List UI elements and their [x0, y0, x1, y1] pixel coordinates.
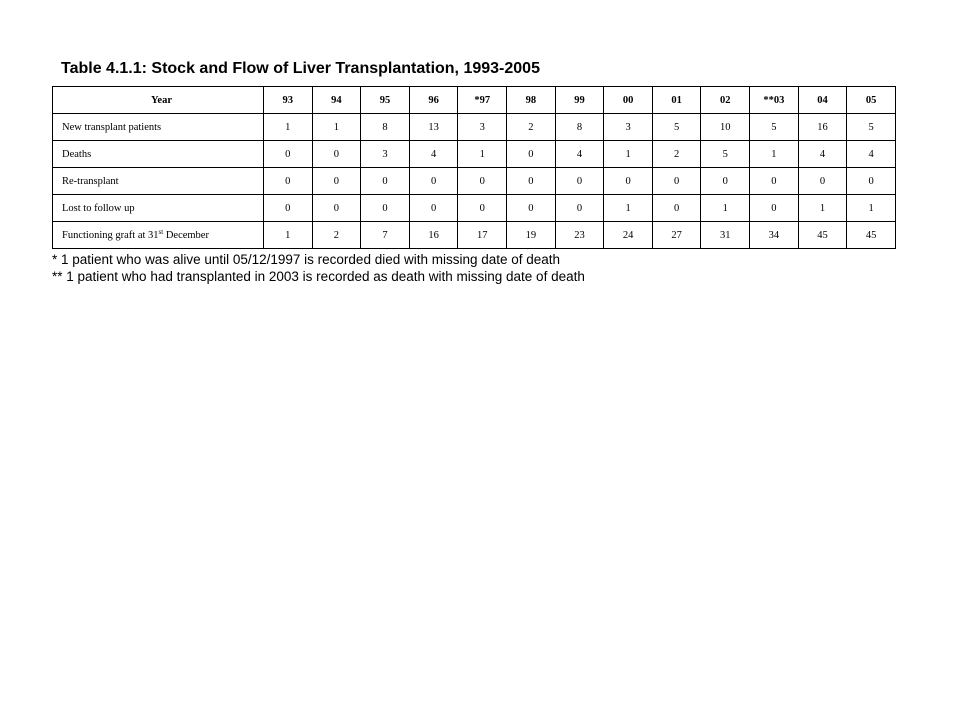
year-cell: 00	[604, 87, 653, 114]
table-cell: 3	[604, 114, 653, 141]
table-cell: 4	[409, 141, 458, 168]
table-cell: 13	[409, 114, 458, 141]
table-cell: 0	[264, 141, 313, 168]
table-cell: 0	[750, 168, 799, 195]
table-row	[53, 195, 896, 222]
year-cell: 98	[507, 87, 556, 114]
table-cell: 0	[604, 168, 653, 195]
table-cell: 19	[507, 222, 556, 249]
table-cell: 1	[798, 195, 847, 222]
row-label: New transplant patients	[53, 114, 264, 141]
table-cell: 0	[652, 195, 701, 222]
table-cell: 27	[652, 222, 701, 249]
year-cell: 04	[798, 87, 847, 114]
row-label-suffix: December	[163, 229, 209, 241]
year-cell: 96	[409, 87, 458, 114]
year-cell: 95	[361, 87, 410, 114]
table-cell: 1	[264, 114, 313, 141]
table-cell: 45	[798, 222, 847, 249]
table-cell: 0	[847, 168, 896, 195]
table-cell: 0	[312, 195, 361, 222]
table-header-row	[53, 87, 896, 114]
table-title: Table 4.1.1: Stock and Flow of Liver Transplantation, 1993-2005	[61, 60, 540, 77]
table-cell: 0	[312, 141, 361, 168]
table-row	[53, 141, 896, 168]
year-cell: 01	[652, 87, 701, 114]
table-cell: 3	[458, 114, 507, 141]
table-cell: 1	[264, 222, 313, 249]
table-cell: 1	[847, 195, 896, 222]
table-cell: 0	[458, 168, 507, 195]
transplant-table	[52, 86, 896, 249]
row-label	[53, 222, 264, 249]
table-cell: 2	[312, 222, 361, 249]
table-cell: 24	[604, 222, 653, 249]
year-cell: 93	[264, 87, 313, 114]
year-cell: 02	[701, 87, 750, 114]
row-label: Re-transplant	[53, 168, 264, 195]
table-cell: 34	[750, 222, 799, 249]
footnote: ** 1 patient who had transplanted in 2003 is recorded as death with missing date of death	[52, 269, 585, 284]
table-cell: 0	[701, 168, 750, 195]
table-cell: 31	[701, 222, 750, 249]
table-cell: 4	[555, 141, 604, 168]
table-cell: 0	[507, 168, 556, 195]
table-row	[53, 222, 896, 249]
table-cell: 7	[361, 222, 410, 249]
year-cell: 05	[847, 87, 896, 114]
table-cell: 16	[409, 222, 458, 249]
table-cell: 0	[409, 195, 458, 222]
table-cell: 0	[264, 195, 313, 222]
year-cell: 94	[312, 87, 361, 114]
table-cell: 3	[361, 141, 410, 168]
table-cell: 0	[361, 168, 410, 195]
table-cell: 45	[847, 222, 896, 249]
table-cell: 5	[750, 114, 799, 141]
table-cell: 8	[555, 114, 604, 141]
table-cell: 4	[798, 141, 847, 168]
table-cell: 1	[604, 195, 653, 222]
footnotes	[52, 251, 585, 285]
table-cell: 2	[507, 114, 556, 141]
table-cell: 0	[507, 141, 556, 168]
table-cell: 5	[701, 141, 750, 168]
row-label: Lost to follow up	[53, 195, 264, 222]
table-cell: 0	[507, 195, 556, 222]
table-cell: 0	[555, 168, 604, 195]
table-cell: 0	[750, 195, 799, 222]
table-cell: 8	[361, 114, 410, 141]
table-cell: 17	[458, 222, 507, 249]
table-cell: 1	[312, 114, 361, 141]
table-cell: 4	[847, 141, 896, 168]
row-label-superscript: st	[158, 227, 164, 236]
table-row	[53, 114, 896, 141]
table-cell: 0	[264, 168, 313, 195]
year-cell: **03	[750, 87, 799, 114]
table-cell: 1	[750, 141, 799, 168]
year-cell: 99	[555, 87, 604, 114]
table-cell: 0	[652, 168, 701, 195]
table-cell: 0	[361, 195, 410, 222]
table-cell: 5	[652, 114, 701, 141]
table-row	[53, 168, 896, 195]
footnote: * 1 patient who was alive until 05/12/1997 is recorded died with missing date of death	[52, 252, 561, 267]
year-header: Year	[53, 87, 264, 114]
table-cell: 0	[555, 195, 604, 222]
table-cell: 16	[798, 114, 847, 141]
row-label-prefix: Functioning graft at 31	[62, 229, 159, 241]
table-cell: 1	[701, 195, 750, 222]
table-cell: 0	[409, 168, 458, 195]
table-cell: 0	[312, 168, 361, 195]
table-cell: 1	[604, 141, 653, 168]
table-cell: 0	[798, 168, 847, 195]
table-cell: 10	[701, 114, 750, 141]
table-cell: 23	[555, 222, 604, 249]
year-cell: *97	[458, 87, 507, 114]
table-cell: 0	[458, 195, 507, 222]
table-cell: 5	[847, 114, 896, 141]
row-label: Deaths	[53, 141, 264, 168]
table-cell: 2	[652, 141, 701, 168]
table-cell: 1	[458, 141, 507, 168]
